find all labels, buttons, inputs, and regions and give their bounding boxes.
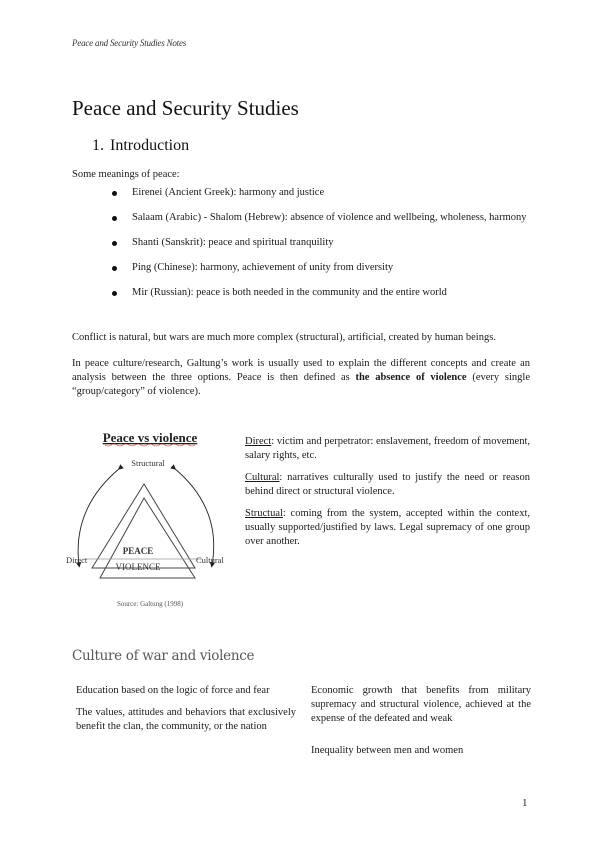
diagram-title: Peace vs violence bbox=[102, 430, 198, 445]
culture-cell: Education based on the logic of force and fear bbox=[76, 685, 270, 696]
peace-vs-violence-diagram bbox=[62, 428, 238, 613]
definition-text: : coming from the system, accepted within the context, usually supported/justified by laws. Legal supremacy of one group over another. bbox=[245, 508, 530, 547]
bullet-icon bbox=[112, 291, 117, 296]
meanings-list bbox=[112, 186, 530, 311]
page-number: 1 bbox=[522, 797, 528, 809]
definition-text: : narratives culturally used to justify the need or reason behind direct or structural violence. bbox=[245, 472, 530, 497]
culture-cell: The values, attitudes and behaviors that exclusively benefit the clan, the community, or the nation bbox=[76, 707, 296, 732]
meanings-intro: Some meanings of peace: bbox=[72, 169, 180, 180]
bullet-icon bbox=[112, 266, 117, 271]
definition-term: Direct bbox=[245, 436, 272, 447]
diagram-label-structural: Structural bbox=[131, 458, 165, 468]
list-item-text: Ping (Chinese): harmony, achievement of unity from diversity bbox=[132, 262, 394, 273]
galtung-triangle-icon bbox=[62, 428, 238, 613]
diagram-label-violence: VIOLENCE bbox=[115, 562, 161, 572]
diagram-source: Source: Galtung (1998) bbox=[116, 600, 184, 608]
document-title: Peace and Security Studies bbox=[72, 96, 299, 120]
list-item bbox=[112, 261, 530, 275]
definition-text: : victim and perpetrator: enslavement, freedom of movement, salary rights, etc. bbox=[245, 436, 530, 461]
culture-left-column bbox=[76, 684, 296, 776]
culture-cell: Inequality between men and women bbox=[311, 745, 464, 756]
bullet-icon bbox=[112, 241, 117, 246]
list-item-text: Salaam (Arabic) - Shalom (Hebrew): absence of violence and wellbeing, wholeness, harmony bbox=[132, 212, 527, 223]
bullet-icon bbox=[112, 216, 117, 221]
galtung-text-start: In peace culture/research, Galtung’s work is usually used to explain the different concepts and create an analysis between the three options. Peace is then defined as bbox=[72, 358, 530, 383]
list-item bbox=[112, 211, 530, 225]
diagram-label-peace: PEACE bbox=[122, 546, 154, 556]
conflict-paragraph: Conflict is natural, but wars are much more complex (structural), artificial, created by human beings. bbox=[72, 332, 496, 343]
section-title-text: Introduction bbox=[110, 137, 190, 154]
violence-definitions bbox=[245, 435, 530, 557]
galtung-text-end: (every single “group/category” of violence). bbox=[72, 372, 530, 397]
galtung-paragraph bbox=[72, 357, 530, 399]
definition-term: Structual bbox=[245, 508, 283, 519]
running-header: Peace and Security Studies Notes bbox=[72, 38, 187, 48]
diagram-label-direct: Direct bbox=[66, 555, 88, 565]
list-item bbox=[112, 186, 530, 200]
bullet-icon bbox=[112, 191, 117, 196]
section-heading-introduction bbox=[92, 137, 189, 155]
culture-of-war-table bbox=[76, 684, 531, 776]
list-item bbox=[112, 236, 530, 250]
section-number: 1. bbox=[92, 137, 104, 154]
culture-of-war-heading: Culture of war and violence bbox=[72, 648, 255, 664]
culture-right-column bbox=[311, 684, 531, 776]
list-item-text: Eirenei (Ancient Greek): harmony and justice bbox=[132, 187, 325, 198]
culture-cell: Economic growth that benefits from military supremacy and structural violence, achieved at the expense of the defeated and weak bbox=[311, 685, 531, 724]
definition-term: Cultural bbox=[245, 472, 280, 483]
definition-cultural bbox=[245, 471, 530, 499]
list-item-text: Mir (Russian): peace is both needed in the community and the entire world bbox=[132, 287, 447, 298]
diagram-label-cultural: Cultural bbox=[196, 555, 224, 565]
definition-structural bbox=[245, 507, 530, 549]
definition-direct bbox=[245, 435, 530, 463]
list-item bbox=[112, 286, 530, 300]
list-item-text: Shanti (Sanskrit): peace and spiritual tranquility bbox=[132, 237, 334, 248]
galtung-bold-definition: the absence of violence bbox=[355, 372, 467, 383]
